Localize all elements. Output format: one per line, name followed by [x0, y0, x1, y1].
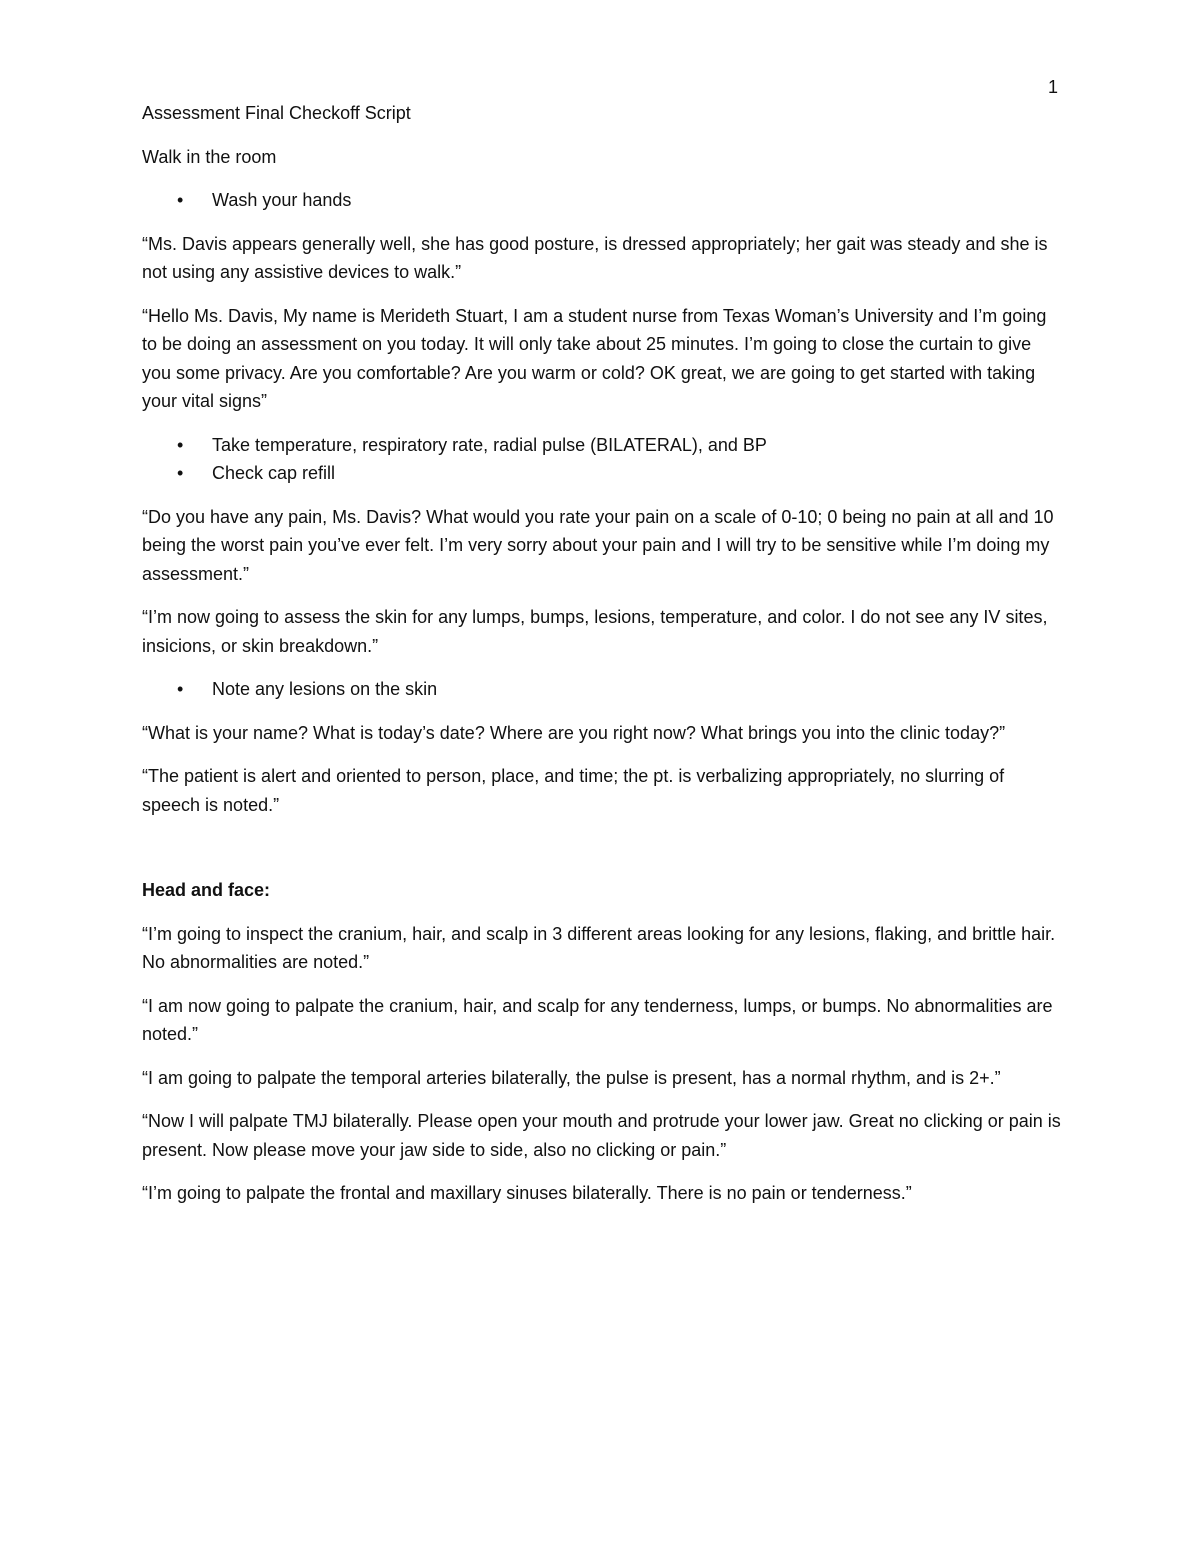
- paragraph-temporal-arteries: “I am going to palpate the temporal arteries bilaterally, the pulse is present, has a normal rhythm, and is 2+.”: [142, 1067, 1001, 1088]
- bullet-icon: •: [177, 679, 184, 699]
- spacer: [142, 834, 1062, 876]
- page-number: 1: [1047, 77, 1058, 97]
- paragraph-orientation-questions: “What is your name? What is today’s date? Where are you right now? What brings you into the clinic today?”: [142, 722, 1006, 743]
- paragraph-palpate-cranium: “I am now going to palpate the cranium, hair, and scalp for any tenderness, lumps, or bumps. No abnormalities are noted.”: [142, 995, 1053, 1044]
- bullet-icon: •: [177, 190, 184, 210]
- paragraph-general-appearance: “Ms. Davis appears generally well, she has good posture, is dressed appropriately; her gait was steady and she is not using any assistive devices to walk.”: [142, 233, 1048, 282]
- list-item: • Take temperature, respiratory rate, radial pulse (BILATERAL), and BP: [142, 431, 1062, 460]
- paragraph-orientation-findings: “The patient is alert and oriented to person, place, and time; the pt. is verbalizing appropriately, no slurring of speech is noted.”: [142, 766, 1005, 815]
- list-item: • Note any lesions on the skin: [142, 675, 1062, 704]
- paragraph-tmj: “Now I will palpate TMJ bilaterally. Please open your mouth and protrude your lower jaw. Great no clicking or pain is present. Now please move your jaw side to side, also no clicking or pain.”: [142, 1111, 1061, 1160]
- bullet-list-1: [142, 186, 1062, 215]
- bullet-icon: •: [177, 434, 184, 455]
- bullet-list-2: [142, 431, 1062, 488]
- paragraph-sinuses: “I’m going to palpate the frontal and maxillary sinuses bilaterally. There is no pain or tenderness.”: [142, 1183, 912, 1203]
- paragraph-inspect-cranium: “I’m going to inspect the cranium, hair, and scalp in 3 different areas looking for any lesions, flaking, and brittle hair. No abnormalities are noted.”: [142, 923, 1056, 972]
- bullet-list-3: [142, 675, 1062, 704]
- document-title: Assessment Final Checkoff Script: [142, 103, 411, 123]
- list-item: • Wash your hands: [142, 186, 1062, 215]
- paragraph-skin: “I’m now going to assess the skin for any lumps, bumps, lesions, temperature, and color. I do not see any IV sites, insicions, or skin breakdown.”: [142, 607, 1048, 656]
- section-heading-head-face: Head and face:: [142, 880, 271, 900]
- intro-line: Walk in the room: [142, 146, 277, 167]
- paragraph-pain: “Do you have any pain, Ms. Davis? What would you rate your pain on a scale of 0-10; 0 being no pain at all and 10 being the worst pain you’ve ever felt. I’m very sorry about your pain and I will try to be sensitive while I’m doing my assessment.”: [142, 506, 1054, 584]
- document-body: [142, 99, 1062, 1223]
- bullet-icon: •: [177, 463, 184, 483]
- paragraph-introduction: “Hello Ms. Davis, My name is Merideth Stuart, I am a student nurse from Texas Woman’s University and I’m going to be doing an assessment on you today. It will only take about 25 minutes. I’m going to close the curtain to give you some privacy. Are you comfortable? Are you warm or cold? OK great, we are going to get started with taking your vital signs”: [142, 305, 1047, 411]
- list-item: • Check cap refill: [142, 459, 1062, 488]
